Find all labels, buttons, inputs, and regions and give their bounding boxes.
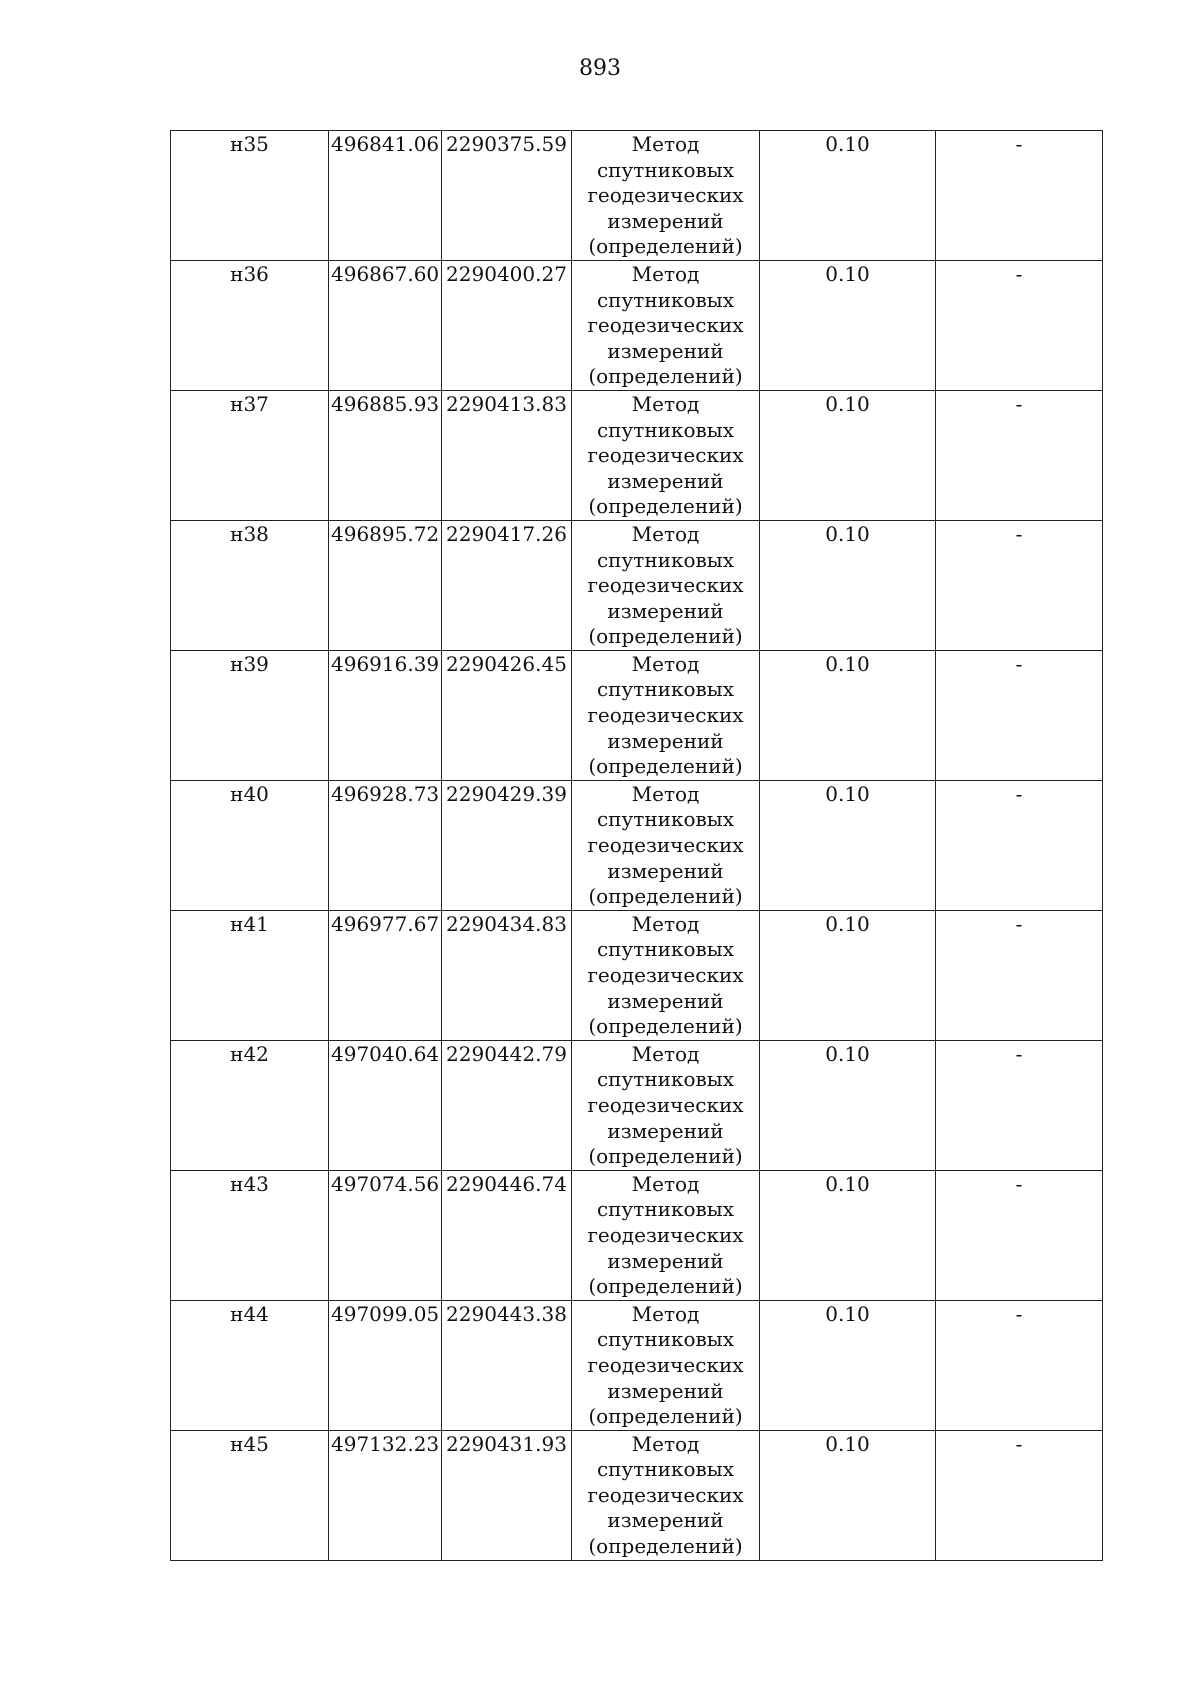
- method-text-line: измерений: [607, 1508, 724, 1533]
- method-text-line: измерений: [607, 728, 724, 753]
- method-cell: [572, 131, 760, 261]
- coordinate-x-cell: 497040.64: [329, 1040, 442, 1170]
- table-row: [171, 780, 1103, 910]
- note-cell: -: [936, 520, 1103, 650]
- point-name-cell: н35: [171, 131, 329, 261]
- point-name-cell: н39: [171, 650, 329, 780]
- coordinate-x-cell: 496895.72: [329, 520, 442, 650]
- note-cell: -: [936, 1170, 1103, 1300]
- method-text-line: (определений): [588, 754, 743, 779]
- note-cell: -: [936, 1040, 1103, 1170]
- method-cell: [572, 910, 760, 1040]
- method-text-line: спутниковых: [596, 157, 735, 182]
- method-text-line: геодезических: [587, 1482, 744, 1507]
- method-text-line: измерений: [607, 338, 724, 363]
- accuracy-cell: 0.10: [760, 1430, 936, 1560]
- coordinate-y-cell: 2290443.38: [442, 1300, 572, 1430]
- point-name-cell: н37: [171, 390, 329, 520]
- note-cell: -: [936, 780, 1103, 910]
- note-cell: -: [936, 650, 1103, 780]
- accuracy-cell: 0.10: [760, 520, 936, 650]
- coordinate-x-cell: 496867.60: [329, 260, 442, 390]
- method-text-line: Метод: [631, 781, 700, 806]
- method-text-line: (определений): [588, 1534, 743, 1559]
- method-text-line: Метод: [631, 911, 700, 936]
- method-text-line: (определений): [588, 1404, 743, 1429]
- method-cell: [572, 1430, 760, 1560]
- coordinate-y-cell: 2290400.27: [442, 260, 572, 390]
- method-text-line: геодезических: [587, 443, 744, 468]
- method-text-line: Метод: [631, 651, 700, 676]
- method-text-line: спутниковых: [596, 807, 735, 832]
- coordinate-y-cell: 2290426.45: [442, 650, 572, 780]
- method-cell: [572, 260, 760, 390]
- page-number: 893: [579, 56, 621, 81]
- method-text-line: спутниковых: [596, 1327, 735, 1352]
- method-text-line: спутниковых: [596, 547, 735, 572]
- accuracy-cell: 0.10: [760, 260, 936, 390]
- coordinate-x-cell: 496916.39: [329, 650, 442, 780]
- point-name-cell: н41: [171, 910, 329, 1040]
- method-text-line: измерений: [607, 598, 724, 623]
- method-text-line: Метод: [631, 132, 700, 156]
- point-name-cell: н43: [171, 1170, 329, 1300]
- method-cell: [572, 780, 760, 910]
- method-text-line: спутниковых: [596, 937, 735, 962]
- note-cell: -: [936, 260, 1103, 390]
- method-text-line: геодезических: [587, 963, 744, 987]
- method-text-line: (определений): [588, 624, 743, 649]
- method-cell: [572, 650, 760, 780]
- coordinate-x-cell: 496885.93: [329, 390, 442, 520]
- coordinate-y-cell: 2290417.26: [442, 520, 572, 650]
- method-text-line: геодезических: [587, 573, 744, 598]
- method-text-line: измерений: [607, 208, 724, 233]
- method-text-line: Метод: [631, 1301, 700, 1326]
- method-text-line: (определений): [588, 884, 743, 909]
- note-cell: -: [936, 910, 1103, 1040]
- method-text-line: Метод: [631, 1171, 700, 1196]
- table-row: [171, 1300, 1103, 1430]
- method-text-line: геодезических: [587, 1222, 744, 1247]
- point-name-cell: н38: [171, 520, 329, 650]
- coordinates-table-body: [171, 131, 1103, 1561]
- point-name-cell: н36: [171, 260, 329, 390]
- accuracy-cell: 0.10: [760, 910, 936, 1040]
- table-row: [171, 260, 1103, 390]
- table-row: [171, 131, 1103, 261]
- point-name-cell: н42: [171, 1040, 329, 1170]
- coordinate-x-cell: 496977.67: [329, 910, 442, 1040]
- coordinate-y-cell: 2290446.74: [442, 1170, 572, 1300]
- table-row: [171, 1170, 1103, 1300]
- point-name-cell: н45: [171, 1430, 329, 1560]
- method-text-line: измерений: [607, 988, 724, 1013]
- method-text-line: (определений): [588, 364, 743, 389]
- note-cell: -: [936, 1430, 1103, 1560]
- table-row: [171, 520, 1103, 650]
- accuracy-cell: 0.10: [760, 1170, 936, 1300]
- method-text-line: геодезических: [587, 313, 744, 338]
- method-cell: [572, 390, 760, 520]
- point-name-cell: н44: [171, 1300, 329, 1430]
- accuracy-cell: 0.10: [760, 131, 936, 261]
- coordinate-y-cell: 2290442.79: [442, 1040, 572, 1170]
- method-text-line: геодезических: [587, 833, 744, 858]
- method-cell: [572, 520, 760, 650]
- coordinate-x-cell: 497099.05: [329, 1300, 442, 1430]
- method-text-line: спутниковых: [596, 1457, 735, 1482]
- table-row: [171, 650, 1103, 780]
- method-cell: [572, 1040, 760, 1170]
- method-text-line: (определений): [588, 234, 743, 259]
- method-text-line: (определений): [588, 1144, 743, 1169]
- table-row: [171, 1040, 1103, 1170]
- coordinate-y-cell: 2290375.59: [442, 131, 572, 261]
- method-text-line: измерений: [607, 1378, 724, 1403]
- coordinate-y-cell: 2290434.83: [442, 910, 572, 1040]
- method-text-line: (определений): [588, 1014, 743, 1039]
- method-text-line: спутниковых: [596, 287, 735, 312]
- coordinates-table: [170, 130, 1103, 1561]
- method-text-line: спутниковых: [596, 417, 735, 442]
- note-cell: -: [936, 1300, 1103, 1430]
- method-text-line: спутниковых: [596, 1197, 735, 1222]
- accuracy-cell: 0.10: [760, 1300, 936, 1430]
- table-row: [171, 1430, 1103, 1560]
- method-text-line: Метод: [631, 391, 700, 416]
- point-name-cell: н40: [171, 780, 329, 910]
- coordinate-y-cell: 2290431.93: [442, 1430, 572, 1560]
- method-text-line: спутниковых: [596, 677, 735, 702]
- table-row: [171, 910, 1103, 1040]
- coordinate-y-cell: 2290413.83: [442, 390, 572, 520]
- method-text-line: Метод: [631, 1041, 700, 1066]
- coordinate-x-cell: 496928.73: [329, 780, 442, 910]
- method-text-line: геодезических: [587, 703, 744, 728]
- method-text-line: геодезических: [587, 1092, 744, 1117]
- method-text-line: (определений): [588, 1274, 743, 1299]
- method-text-line: спутниковых: [596, 1067, 735, 1092]
- method-text-line: Метод: [631, 261, 700, 286]
- method-text-line: (определений): [588, 494, 743, 519]
- method-text-line: измерений: [607, 1118, 724, 1143]
- method-text-line: геодезических: [587, 1352, 744, 1377]
- method-cell: [572, 1300, 760, 1430]
- method-text-line: измерений: [607, 1248, 724, 1273]
- method-text-line: измерений: [607, 468, 724, 493]
- coordinate-x-cell: 496841.06: [329, 131, 442, 261]
- method-cell: [572, 1170, 760, 1300]
- accuracy-cell: 0.10: [760, 780, 936, 910]
- coordinate-y-cell: 2290429.39: [442, 780, 572, 910]
- accuracy-cell: 0.10: [760, 390, 936, 520]
- table-row: [171, 390, 1103, 520]
- coordinate-x-cell: 497074.56: [329, 1170, 442, 1300]
- method-text-line: измерений: [607, 858, 724, 883]
- note-cell: -: [936, 131, 1103, 261]
- coordinate-x-cell: 497132.23: [329, 1430, 442, 1560]
- accuracy-cell: 0.10: [760, 1040, 936, 1170]
- method-text-line: Метод: [631, 1431, 700, 1456]
- note-cell: -: [936, 390, 1103, 520]
- accuracy-cell: 0.10: [760, 650, 936, 780]
- method-text-line: геодезических: [587, 183, 744, 208]
- method-text-line: Метод: [631, 521, 700, 546]
